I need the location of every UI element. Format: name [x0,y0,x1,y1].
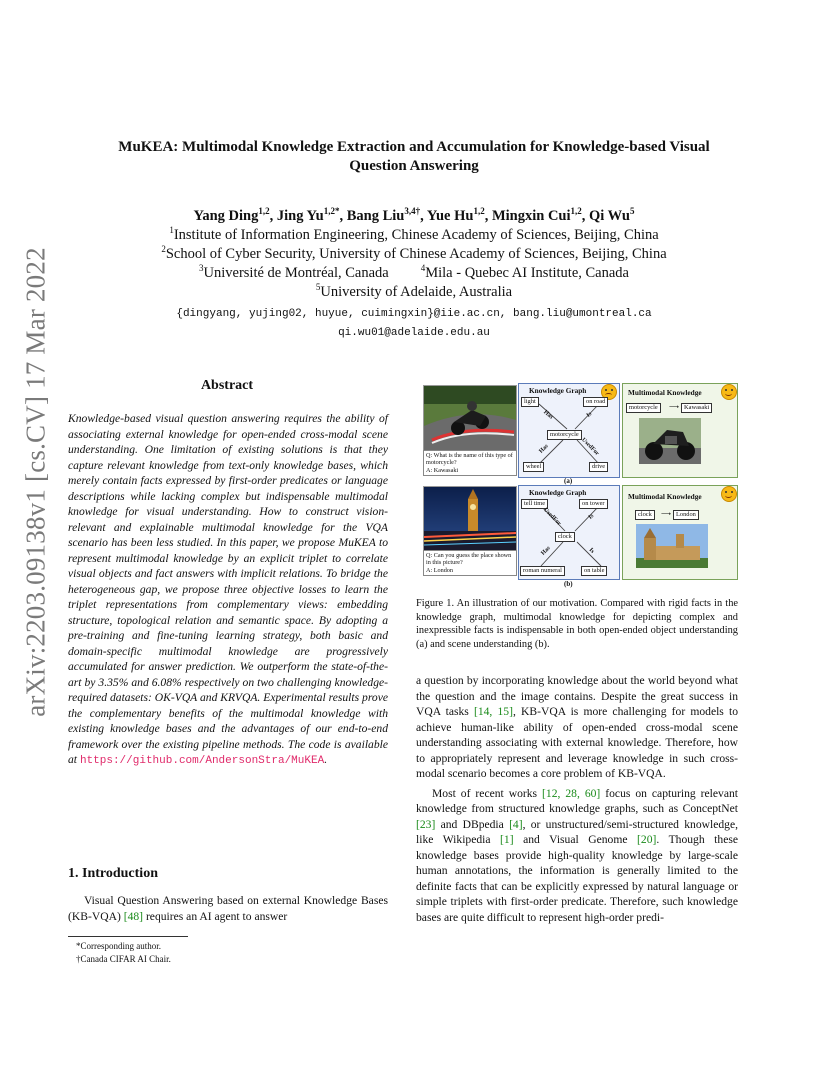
author-affil-mark: 1,2 [473,206,485,217]
email-line-1[interactable]: {dingyang, yujing02, huyue, cuimingxin}@iie.ac.cn, bang.liu@umontreal.ca [176,308,652,320]
citation-link[interactable]: [48] [123,909,144,923]
kg-title: Knowledge Graph [529,488,587,497]
kg-edge-label: Is [585,411,594,419]
mk-tail: Kawasaki [681,403,712,413]
paper-title [60,138,768,176]
arxiv-id-text: arXiv:2203.09138v1 [cs.CV] 17 Mar 2022 [20,247,51,717]
body-text: Most of recent works [432,786,543,800]
email-block [60,305,768,343]
author-affil-mark: 1,2* [323,206,340,217]
knowledge-graph-panel-b [518,485,620,580]
intro-text: Visual Question Answering based on external Knowledge Bases (KB-VQA) [68,894,388,923]
affiliation-1: $^1$Institute of Information Engineering, Chinese Academy of Sciences, Beijing, China [169,225,659,243]
author-name: Yang Ding [193,208,259,224]
author-affil-mark: 1,2 [570,206,582,217]
happy-face-icon [721,384,737,400]
answer-text: A: London [426,566,453,574]
happy-face-icon [721,486,737,502]
kg-edge-label: Has [538,443,550,455]
author-name: Qi Wu [589,208,630,224]
kg-edge-label: UsedFor [580,437,600,457]
kg-node: roman numeral [520,566,565,576]
multimodal-knowledge-panel-a [622,383,738,478]
kg-node: wheel [523,462,544,472]
kg-node: on road [583,397,608,407]
mk-head: motorcycle [626,403,661,413]
question-box-a [423,450,517,476]
kg-node: drive [589,462,608,472]
affiliation-text: University of Adelaide, Australia [320,284,513,300]
question-text: Q: What is the name of this type of motorcycle? [426,452,513,467]
author-list: Yang Ding$^{1,2}$, Jing $Yu^{1,2*}$, Bang Liu$^{3,4\dagger}$, Yue Hu$^{1,2}$, Mingxin Cui$^{1,2}$, Qi Wu$^5$ [193,206,635,224]
subfigure-label-a: (a) [564,477,573,485]
kg-node: on table [581,566,607,576]
footnote-cifar: †Canada CIFAR AI Chair. [76,953,171,964]
intro-text: requires an AI agent to answer [143,909,288,923]
body-text: a question by incorporating knowledge about the world beyond what the question and the image contains. Despite the great success in VQA tasks [416,674,738,718]
kg-edge-label: Has [542,409,554,421]
big-ben-photo [423,486,517,552]
section-heading-introduction: 1. Introduction [68,866,158,881]
affiliation-text: School of Cyber Security, University of Chinese Academy of Sciences, Beijing, China [165,246,667,262]
kawasaki-photo [639,418,701,464]
author-affil-mark: 1,2 [258,206,270,217]
arxiv-identifier [20,247,51,717]
author-affil-mark: 5 [630,206,635,217]
multimodal-knowledge-panel-b [622,485,738,580]
affiliation-text: Mila - Quebec AI Institute, Canada [425,265,629,281]
abstract-end: . [324,753,328,766]
intro-paragraph [68,893,388,924]
knowledge-graph-panel-a [518,383,620,478]
kg-title: Knowledge Graph [529,386,587,395]
figure-1 [423,382,741,595]
body-text: and DBpedia [435,817,510,831]
footnotes [76,940,376,965]
kg-edge-label: Is [587,513,596,521]
kg-node: motorcycle [547,430,582,440]
motorcycle-photo [423,385,517,451]
abstract-heading: Abstract [200,378,254,393]
figure-caption: Figure 1. An illustration of our motivation. Compared with rigid facts in the knowledge graph, multimodal knowledge for depicting complex and inexpressible facts is indispensable in both open-ended object understanding (a) and scene understanding (b). [416,598,738,650]
kg-edge-label: Has [540,545,552,557]
email-line-2[interactable]: qi.wu01@adelaide.edu.au [338,327,490,339]
london-photo [636,524,708,568]
affiliation-5: $^5$University of Adelaide, Australia [315,282,513,300]
affiliation-text: Université de Montréal, Canada [203,265,389,281]
code-link[interactable]: https://github.com/AndersonStra/MuKEA [79,755,325,767]
author-name: Bang Liu [346,208,405,224]
question-box-b [423,550,517,576]
citation-link[interactable]: [12, 28, 60] [542,786,601,800]
author-name: Mingxin Cui [491,208,571,224]
body-text: , KB-VQA is more challenging for models to achieve human-like ability of open-ended cross-modal scene understanding associating with external knowledge. Therefore, how to appropriately represent and leverage knowledge in such cross-modal scenario becomes a core problem of KB-VQA. [416,705,738,780]
citation-link[interactable]: [4] [509,817,523,831]
arrow-right-icon: ⟶ [661,510,672,518]
citation-link[interactable]: [23] [416,817,436,831]
kg-node: tell time [521,499,548,509]
citation-link[interactable]: [1] [500,833,514,846]
author-name: Yue Hu [426,208,474,224]
affiliation-3-4: $^3$Université de Montréal, Canada $^4$Mila - Quebec AI Institute, Canada [199,263,629,281]
citation-link[interactable]: [14, 15] [473,705,513,718]
title-line-2: Question Answering [349,158,479,174]
author-affil-mark: 3,4† [404,206,421,217]
kg-node: clock [555,532,575,542]
mk-title: Multimodal Knowledge [628,492,702,501]
author-name: Jing Yu [276,208,324,224]
kg-edge-label: UsedFor [542,507,562,527]
mk-head: clock [635,510,655,520]
subfigure-label-b: (b) [564,580,573,588]
footnote-corresponding: *Corresponding author. [76,941,161,951]
paragraph [416,786,738,926]
footnote-rule [68,936,188,937]
body-text: focus on capturing relevant knowledge from structured knowledge graphs, such as ConceptNet [416,786,739,815]
kg-node: on tower [579,499,608,509]
paragraph [416,673,738,782]
citation-link[interactable]: [20] [637,833,657,846]
body-text: and Visual Genome [513,833,638,846]
kg-edge-label: Is [587,547,596,555]
author-block [60,207,768,302]
mk-tail: London [673,510,699,520]
affiliation-text: Institute of Information Engineering, Chinese Academy of Sciences, Beijing, China [173,227,659,243]
body-text: . Though these knowledge bases provide high-quality knowledge by large-scale human annotations, the information is generally limited to the definite facts that can be explicitly expressed by natural language or simple triplets with first-order predicate. Therefore, such knowledge bases are quite difficult to represent high-order predi- [416,833,738,924]
mk-title: Multimodal Knowledge [628,388,702,397]
abstract-body [68,411,388,770]
abstract-text: Knowledge-based visual question answering requires the ability of associating external knowledge for open-ended cross-modal scene understanding. One limitation of existing solutions is that they capture relevant knowledge from text-only knowledge bases, which merely contain facts expressed by first-order predicates or language descriptions while lacking complex but indispensable multimodal knowledge for visual understanding. How to construct vision-relevant and explainable multimodal knowledge for the VQA scenario has been less studied. In this paper, we propose MuKEA to represent multimodal knowledge by an explicit triplet to correlate visual objects and fact answers with implicit relations. To bridge the heterogeneous gap, we propose three objective losses to learn the triplet representations from complementary views: embedding structure, topological relation and semantic space. By adopting a pre-training and fine-tuning learning strategy, both basic and domain-specific multimodal knowledge are progressively accumulated for answer prediction. We outperform the state-of-the-art by 3.35% and 6.08% respectively on two challenging knowledge-required datasets: OK-VQA and KRVQA. Experimental results prove the complementary benefits of the multimodal knowledge with existing knowledge bases and the advantages of our end-to-end framework over the existing pipeline methods. The code is available at [68,412,388,766]
body-text: , or unstructured/semi-structured knowledge, like Wikipedia [416,817,738,846]
title-line-1: MuKEA: Multimodal Knowledge Extraction and Accumulation for Knowledge-based Visual [118,139,710,155]
kg-node: light [521,397,539,407]
answer-text: A: Kawasaki [426,466,459,474]
question-text: Q: Can you guess the place shown in this picture? [426,552,512,567]
right-column-text [416,673,738,925]
affiliation-2: $^2$School of Cyber Security, University of Chinese Academy of Sciences, Beijing, China [161,244,667,262]
arrow-right-icon: ⟶ [669,403,680,411]
